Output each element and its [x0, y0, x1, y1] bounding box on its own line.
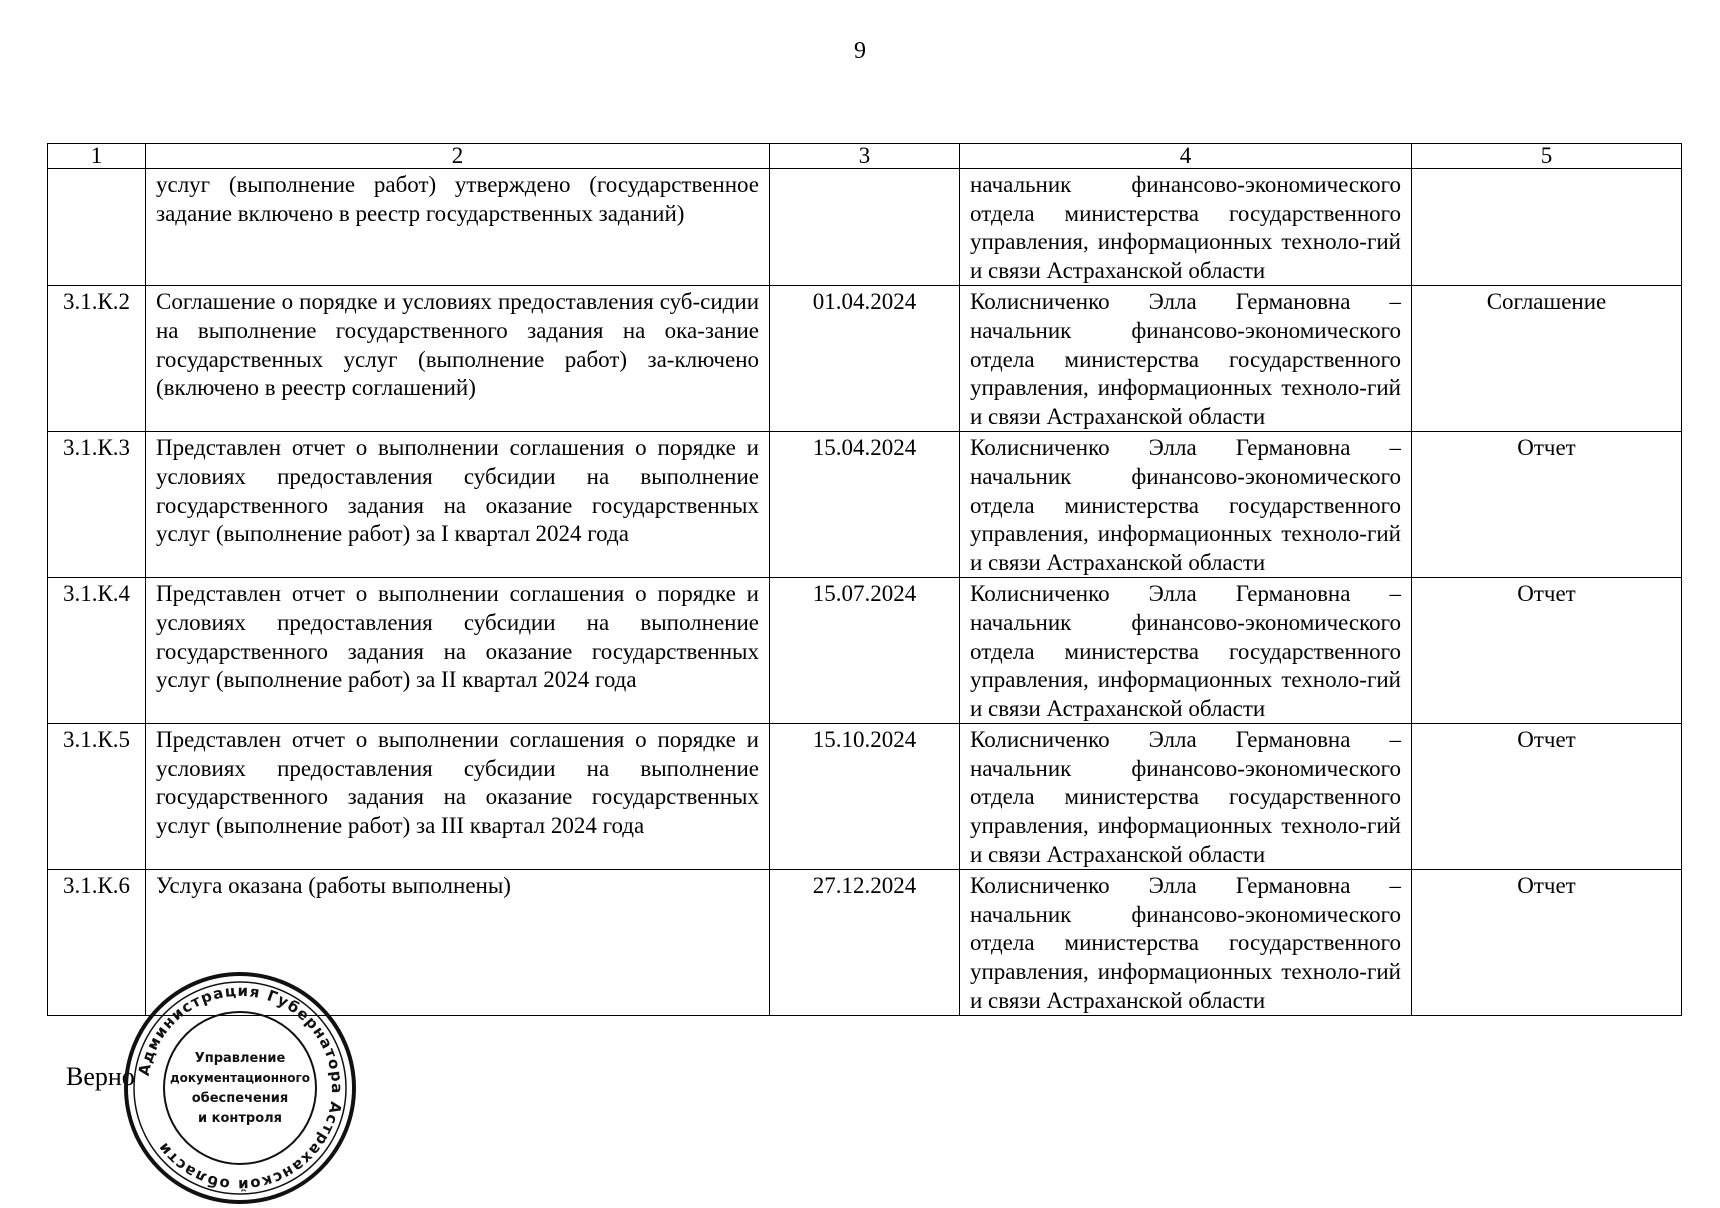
event-date: 27.12.2024	[770, 870, 960, 1016]
seal-line: обеспечения	[191, 1091, 289, 1106]
page-number: 9	[854, 38, 866, 64]
event-date: 15.04.2024	[770, 432, 960, 578]
event-description: Представлен отчет о выполнении соглашения о порядке и условиях предоставления субсидии на выполнение государственного задания на оказание государственных услуг (выполнение работ) за III квартал 2024 года	[146, 724, 770, 870]
table-row	[48, 286, 1682, 432]
event-description: Услуга оказана (работы выполнены)	[146, 870, 770, 1016]
event-date: 15.07.2024	[770, 578, 960, 724]
col-header-1: 1	[48, 144, 146, 169]
responsible-person: Колисниченко Элла Германовна – начальник финансово-экономического отдела министерства государственного управления, информационных техноло-гий и связи Астраханской области	[960, 432, 1412, 578]
table-row	[48, 169, 1682, 286]
official-seal	[120, 968, 360, 1208]
event-description: Представлен отчет о выполнении соглашения о порядке и условиях предоставления субсидии на выполнение государственного задания на оказание государственных услуг (выполнение работ) за I квартал 2024 года	[146, 432, 770, 578]
document-type: Соглашение	[1412, 286, 1682, 432]
row-number: 3.1.К.3	[48, 432, 146, 578]
event-description: Соглашение о порядке и условиях предоставления суб-сидии на выполнение государственного задания на ока-зание государственных услуг (выполнение работ) за-ключено (включено в реестр соглашений)	[146, 286, 770, 432]
seal-line: Управление	[194, 1051, 286, 1066]
event-description: Представлен отчет о выполнении соглашения о порядке и условиях предоставления субсидии на выполнение государственного задания на оказание государственных услуг (выполнение работ) за II квартал 2024 года	[146, 578, 770, 724]
responsible-person: Колисниченко Элла Германовна – начальник финансово-экономического отдела министерства государственного управления, информационных техноло-гий и связи Астраханской области	[960, 578, 1412, 724]
header-row	[48, 144, 1682, 169]
seal-line: и контроля	[197, 1111, 283, 1126]
seal-outer-text: Администрация Губернатора Астраханской области	[134, 981, 347, 1195]
event-date: 15.10.2024	[770, 724, 960, 870]
row-number: 3.1.К.2	[48, 286, 146, 432]
document-type: Отчет	[1412, 724, 1682, 870]
document-type	[1412, 169, 1682, 286]
seal-line: документационного	[169, 1071, 311, 1085]
svg-text:Администрация Губернатора Астр	[135, 982, 346, 1194]
table-row	[48, 432, 1682, 578]
col-header-4: 4	[960, 144, 1412, 169]
responsible-person: начальник финансово-экономического отдела министерства государственного управления, информационных техноло-гий и связи Астраханской области	[960, 169, 1412, 286]
event-description: услуг (выполнение работ) утверждено (государственное задание включено в реестр государственных заданий)	[146, 169, 770, 286]
table-row	[48, 578, 1682, 724]
plan-table	[47, 143, 1682, 1016]
row-number: 3.1.К.5	[48, 724, 146, 870]
certified-label: Верно	[66, 1062, 135, 1091]
document-type: Отчет	[1412, 432, 1682, 578]
document-type: Отчет	[1412, 870, 1682, 1016]
table-row	[48, 724, 1682, 870]
row-number: 3.1.К.6	[48, 870, 146, 1016]
responsible-person: Колисниченко Элла Германовна – начальник финансово-экономического отдела министерства государственного управления, информационных техноло-гий и связи Астраханской области	[960, 724, 1412, 870]
row-number	[48, 169, 146, 286]
col-header-2: 2	[146, 144, 770, 169]
responsible-person: Колисниченко Элла Германовна – начальник финансово-экономического отдела министерства государственного управления, информационных техноло-гий и связи Астраханской области	[960, 870, 1412, 1016]
row-number: 3.1.К.4	[48, 578, 146, 724]
col-header-3: 3	[770, 144, 960, 169]
responsible-person: Колисниченко Элла Германовна – начальник финансово-экономического отдела министерства государственного управления, информационных техноло-гий и связи Астраханской области	[960, 286, 1412, 432]
col-header-5: 5	[1412, 144, 1682, 169]
document-type: Отчет	[1412, 578, 1682, 724]
event-date	[770, 169, 960, 286]
event-date: 01.04.2024	[770, 286, 960, 432]
